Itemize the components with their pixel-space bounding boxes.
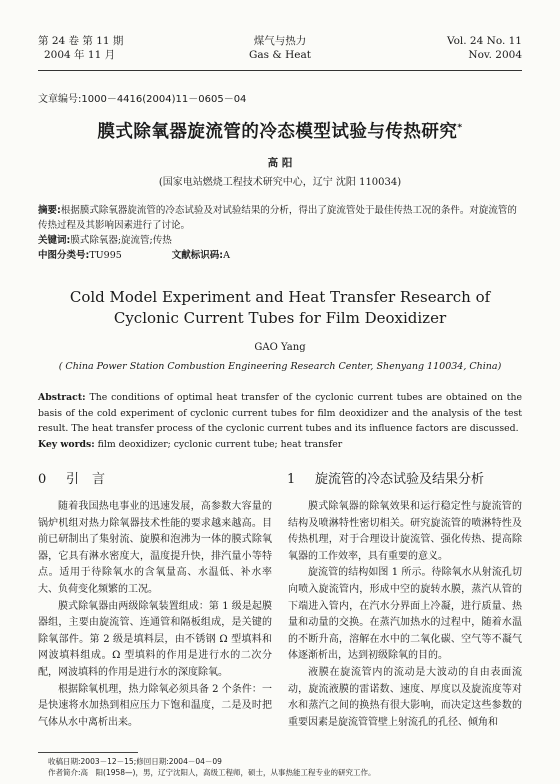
class-value: TU995 bbox=[89, 250, 122, 261]
english-title-line-1: Cold Model Experiment and Heat Transfer Research of bbox=[69, 288, 491, 306]
english-author: GAO Yang bbox=[254, 342, 306, 353]
article-number: 文章编号:1000－4416(2004)11－0605－04 bbox=[38, 94, 247, 105]
paragraph: 随着我国热电事业的迅速发展，高参数大容量的锅炉机组对热力除氧器技术性能的要求越来越高。目前已研制出了集射流、旋膜和泡沸为一体的膜式除氧器，它具有淋水密度大，温度提升快，排汽量小等特点。适用于待除氧水的含氧量高、水温低、补水率大、负荷变化频繁的工况。 bbox=[38, 501, 272, 595]
chinese-abstract bbox=[38, 203, 522, 233]
section-heading-intro bbox=[38, 468, 105, 487]
footnote-dates: 收稿日期:2003－12－15;修回日期:2004－04－09 bbox=[48, 757, 222, 766]
footnote-author-bio: 作者简介:高 阳(1958—)，男，辽宁沈阳人，高级工程师，硕士，从事热能工程专业的研究工作。 bbox=[48, 768, 376, 777]
abstract-text-en: The conditions of optimal heat transfer of the cyclonic current tubes are obtained on the basis of the cold experiment of cyclonic current tubes for film deoxidizer and the analysis of the test result. The heat transfer process of the cyclonic current tubes and its influence factors are discussed. bbox=[38, 392, 522, 434]
chinese-author: 高 阳 bbox=[267, 157, 293, 169]
volume-issue-cn: 第 24 卷 第 11 期 bbox=[38, 35, 124, 47]
chinese-affiliation: (国家电站燃烧工程技术研究中心，辽宁 沈阳 110034) bbox=[158, 177, 402, 188]
right-column bbox=[288, 499, 522, 731]
abstract-label-en: Abstract: bbox=[38, 392, 86, 403]
section-title: 引 言 bbox=[66, 472, 106, 487]
left-column bbox=[38, 499, 272, 731]
chinese-title-text: 膜式除氧器旋流管的冷态模型试验与传热研究 bbox=[97, 122, 458, 142]
paragraph: 膜式除氧器由两级除氧装置组成：第 1 级是起膜器组，主要由旋流管、连通管和隔板组成，是关键的除氧部件。第 2 级是填料层，由不锈钢 Ω 型填料和网波填料组成。Ω 型填料的作用是进行水的二次分配，网波填料的作用是进行水的深度除氧。 bbox=[38, 600, 272, 678]
section-number: 1 bbox=[287, 472, 296, 487]
english-title-line-2: Cyclonic Current Tubes for Film Deoxidizer bbox=[113, 309, 447, 327]
footnote bbox=[48, 756, 375, 778]
keywords-label-cn: 关键词: bbox=[38, 235, 71, 246]
journal-name-en: Gas & Heat bbox=[249, 49, 311, 61]
section-number: 0 bbox=[38, 472, 47, 487]
section-heading-experiment bbox=[287, 468, 484, 487]
classification-line bbox=[38, 248, 522, 263]
paragraph: 膜式除氧器的除氧效果和运行稳定性与旋流管的结构及喷淋特性密切相关。研究旋流管的喷淋特性及传热机理，对于合理设计旋流管、强化传热、提高除氧器的工作效率，具有重要的意义。 bbox=[288, 501, 522, 562]
paragraph: 旋流管的结构如图 1 所示。待除氧水从射流孔切向喷入旋流管内，形成中空的旋转水膜，蒸汽从管的下端进入管内，在汽水分界面上冷凝，进行质量、热量和动量的交换。在蒸汽加热水的过程中，随着水温的不断升高，溶解在水中的二氧化碳、空气等不凝气体逐渐析出，达到初级除氧的目的。 bbox=[288, 567, 522, 662]
paragraph: 液膜在旋流管内的流动是大波动的自由表面流动，旋流液膜的雷诺数、速度、厚度以及旋流度等对水和蒸汽之间的换热有很大影响，而决定这些参数的重要因素是旋流管管壁上射流孔的孔径、倾角和 bbox=[288, 666, 522, 728]
section-title: 旋流管的冷态试验及结果分析 bbox=[315, 472, 485, 487]
abstract-label-cn: 摘要: bbox=[38, 205, 61, 216]
keywords-text-en: film deoxidizer; cyclonic current tube; heat transfer bbox=[94, 438, 343, 450]
journal-name-cn: 煤气与热力 bbox=[253, 35, 307, 47]
title-footnote-mark: * bbox=[457, 123, 463, 134]
doc-code-label: 文献标识码: bbox=[171, 250, 224, 261]
english-abstract-block bbox=[38, 390, 522, 452]
header-divider bbox=[38, 70, 522, 71]
class-label: 中图分类号: bbox=[38, 250, 90, 261]
chinese-title bbox=[0, 118, 560, 143]
english-abstract bbox=[38, 390, 522, 437]
english-keywords bbox=[38, 437, 522, 453]
doc-code-value: A bbox=[223, 250, 230, 261]
volume-issue-en: Vol. 24 No. 11 bbox=[446, 35, 522, 47]
chinese-keywords bbox=[38, 233, 522, 248]
chinese-abstract-block bbox=[38, 203, 522, 263]
date-cn: 2004 年 11 月 bbox=[44, 49, 116, 61]
keywords-label-en: Key words: bbox=[38, 438, 95, 450]
keywords-text-cn: 膜式除氧器;旋流管;传热 bbox=[70, 235, 172, 246]
english-title bbox=[0, 287, 560, 329]
paragraph: 根据除氧机理，热力除氧必须具备 2 个条件：一是快速将水加热到相应压力下饱和温度，二是及时把气体从水中离析出来。 bbox=[38, 683, 272, 728]
english-affiliation: ( China Power Station Combustion Engineering Research Center, Shenyang 110034, China) bbox=[58, 361, 502, 372]
abstract-text-cn: 根据膜式除氧器旋流管的冷态试验及对试验结果的分析，得出了旋流管处于最佳传热工况的条件。对旋流管的传热过程及其影响因素进行了讨论。 bbox=[38, 205, 517, 231]
footnote-divider bbox=[38, 752, 138, 753]
date-en: Nov. 2004 bbox=[468, 49, 522, 61]
header-right bbox=[447, 34, 522, 62]
